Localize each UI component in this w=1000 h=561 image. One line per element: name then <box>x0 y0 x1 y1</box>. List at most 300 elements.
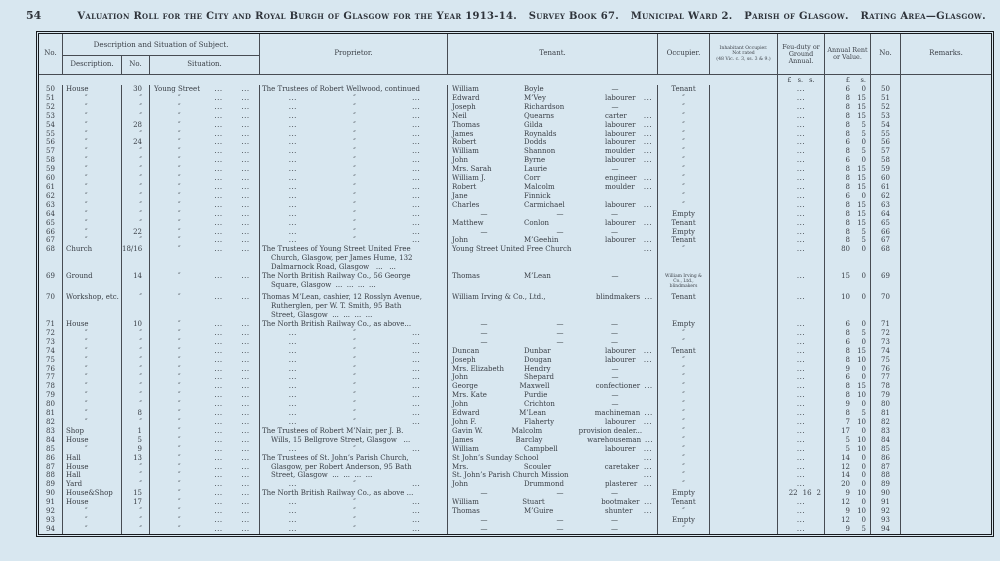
cell-description: ″ <box>63 112 122 121</box>
cell-house-number: ″ <box>122 480 150 489</box>
cell-remarks <box>901 130 991 139</box>
cell-row-number-left: 51 <box>39 94 63 103</box>
leader-dots: ... <box>214 524 223 533</box>
cell-inhabitant-occupier <box>710 192 778 201</box>
cell-remarks <box>901 480 991 489</box>
situation-text: ″ <box>178 524 181 533</box>
cell-description: ″ <box>63 329 122 338</box>
cell-row-number-right: 84 <box>871 436 901 445</box>
rent-pounds: 8 <box>845 200 850 209</box>
leader-dots: ... <box>241 165 250 174</box>
cell-tenant <box>448 463 658 472</box>
tenant-occupation: labourer <box>605 129 636 138</box>
tenant-dots: ... <box>643 444 653 453</box>
cell-situation <box>150 347 260 356</box>
cell-situation <box>150 174 260 183</box>
cell-feu-duty <box>778 400 825 409</box>
cell-occupier: Empty <box>658 489 710 498</box>
cell-tenant <box>448 147 658 156</box>
tenant-surname: Scouler <box>523 462 552 471</box>
proprietor-line: Church, Glasgow, per James Hume, 132 <box>271 254 413 263</box>
tenant-dash: — <box>611 227 618 236</box>
cell-situation <box>150 192 260 201</box>
cell-situation <box>150 121 260 130</box>
proprietor-ditto-row <box>262 400 447 409</box>
ditto-mark: ″ <box>353 328 356 337</box>
leader-dots: ... <box>288 480 297 489</box>
cell-proprietor <box>260 94 448 103</box>
cell-proprietor <box>260 525 448 534</box>
cell-remarks <box>901 121 991 130</box>
leader-dots: ... <box>288 227 297 236</box>
situation-text: ″ <box>178 515 181 524</box>
tenant-name: St. John’s Parish Church Mission <box>452 471 569 480</box>
cell-description: ″ <box>63 219 122 228</box>
cell-remarks <box>901 471 991 480</box>
leader-dots: ... <box>241 524 250 533</box>
cell-feu-duty <box>778 112 825 121</box>
header-proprietor: Proprietor. <box>260 34 448 74</box>
proprietor-ditto-row <box>262 147 447 156</box>
cell-row-number-right: 86 <box>871 454 901 463</box>
situation-text: Young Street <box>154 85 201 93</box>
cell-remarks <box>901 338 991 347</box>
tenant-surname: Dougan <box>524 355 552 364</box>
tenant-surname: Dunbar <box>524 346 551 355</box>
rent-shillings: 5 <box>861 227 866 236</box>
rent-pounds: 12 <box>841 462 850 471</box>
cell-situation <box>150 156 260 165</box>
rent-pounds: 9 <box>845 507 850 516</box>
feu-dots: ... <box>796 85 806 93</box>
proprietor-ditto-row <box>262 192 447 201</box>
cell-inhabitant-occupier <box>710 219 778 228</box>
tenant-occupation: — <box>611 165 619 174</box>
cell-house-number: ″ <box>122 293 150 320</box>
tenant-first-name: John F. <box>452 418 477 426</box>
cell-house-number: ″ <box>122 156 150 165</box>
leader-dots: ... <box>214 293 223 302</box>
cell-feu-duty <box>778 245 825 272</box>
units-rent-pound: £ <box>845 76 850 84</box>
feu-dots: ... <box>796 364 806 373</box>
cell-remarks <box>901 112 991 121</box>
tenant-dots: ... <box>643 218 653 227</box>
cell-occupier: ″ <box>658 463 710 472</box>
tenant-surname: M’Geehin <box>524 236 559 245</box>
cell-inhabitant-occupier <box>710 293 778 320</box>
cell-row-number-right: 64 <box>871 210 901 219</box>
tenant-dash: — <box>480 524 488 533</box>
leader-dots: ... <box>214 444 223 453</box>
cell-situation <box>150 463 260 472</box>
leader-dots: ... <box>214 236 223 245</box>
cell-annual-rent <box>825 365 871 374</box>
cell-row-number-left: 85 <box>39 445 63 454</box>
cell-annual-rent <box>825 382 871 391</box>
tenant-first-name: William <box>452 147 479 156</box>
cell-row-number-right: 91 <box>871 498 901 507</box>
leader-dots: ... <box>241 355 250 364</box>
rent-shillings: 0 <box>861 498 866 507</box>
rent-shillings: 0 <box>861 337 866 346</box>
rent-shillings: 10 <box>857 489 866 498</box>
rent-pounds: 6 <box>845 191 850 200</box>
leader-dots: ... <box>241 293 250 302</box>
tenant-first-name: Thomas <box>452 507 480 516</box>
cell-row-number-left: 83 <box>39 427 63 436</box>
cell-feu-duty <box>778 228 825 237</box>
tenant-occupation: machineman <box>594 409 641 418</box>
cell-row-number-left: 93 <box>39 516 63 525</box>
table-row <box>39 329 991 338</box>
table-row <box>39 391 991 400</box>
rent-pounds: 12 <box>841 498 850 507</box>
rent-pounds: 6 <box>845 320 850 329</box>
cell-annual-rent <box>825 400 871 409</box>
proprietor-ditto-row <box>262 228 447 237</box>
cell-inhabitant-occupier <box>710 228 778 237</box>
rent-shillings: 10 <box>857 418 866 426</box>
leader-dots: ... <box>288 328 297 337</box>
cell-proprietor <box>260 272 448 293</box>
rent-pounds: 6 <box>845 85 850 93</box>
cell-situation <box>150 525 260 534</box>
proprietor-ditto-row <box>262 409 447 418</box>
cell-situation <box>150 245 260 272</box>
cell-description: ″ <box>63 156 122 165</box>
cell-row-number-left: 66 <box>39 228 63 237</box>
cell-inhabitant-occupier <box>710 525 778 534</box>
tenant-dots: ... <box>644 409 653 418</box>
cell-house-number: 5 <box>122 436 150 445</box>
tenant-dash: — <box>611 524 618 533</box>
cell-feu-duty <box>778 121 825 130</box>
cell-house-number: 22 <box>122 228 150 237</box>
cell-annual-rent <box>825 480 871 489</box>
ditto-mark: ″ <box>353 138 356 147</box>
feu-dots: ... <box>796 400 806 409</box>
header-tenant: Tenant. <box>448 34 658 74</box>
cell-situation <box>150 391 260 400</box>
cell-situation <box>150 445 260 454</box>
cell-feu-duty <box>778 272 825 293</box>
cell-row-number-right: 70 <box>871 293 901 320</box>
page-title <box>77 11 986 22</box>
table-row <box>39 165 991 174</box>
tenant-first-name: Jane <box>452 191 468 200</box>
table-row <box>39 121 991 130</box>
tenant-surname: Shepard <box>524 373 554 382</box>
cell-tenant <box>448 356 658 365</box>
cell-situation <box>150 272 260 293</box>
situation-text: ″ <box>178 129 181 138</box>
cell-feu-duty <box>778 391 825 400</box>
units-rent <box>825 75 871 85</box>
table-row <box>39 400 991 409</box>
leader-dots: ... <box>214 355 223 364</box>
tenant-dots: ... <box>643 480 653 489</box>
cell-row-number-right: 83 <box>871 427 901 436</box>
leader-dots: ... <box>288 147 297 156</box>
cell-occupier: Tenant <box>658 219 710 228</box>
cell-occupier: ″ <box>658 471 710 480</box>
cell-row-number-left: 50 <box>39 85 63 94</box>
proprietor-ditto-row <box>262 236 447 245</box>
cell-occupier: ″ <box>658 103 710 112</box>
cell-tenant <box>448 329 658 338</box>
cell-remarks <box>901 147 991 156</box>
table-row <box>39 130 991 139</box>
cell-tenant <box>448 391 658 400</box>
cell-description: ″ <box>63 236 122 245</box>
cell-occupier: ″ <box>658 436 710 445</box>
rent-shillings: 0 <box>861 471 866 480</box>
cell-tenant <box>448 400 658 409</box>
cell-inhabitant-occupier <box>710 400 778 409</box>
leader-dots: ... <box>288 200 297 209</box>
tenant-surname: M’Guire <box>524 507 554 516</box>
rent-shillings: 0 <box>861 453 866 462</box>
cell-remarks <box>901 236 991 245</box>
cell-house-number: ″ <box>122 210 150 219</box>
table-row <box>39 480 991 489</box>
leader-dots: ... <box>288 182 297 191</box>
occupier-small-line: blindmakers <box>669 284 698 290</box>
situation-text: ″ <box>178 453 181 462</box>
cell-proprietor <box>260 236 448 245</box>
cell-tenant <box>448 201 658 210</box>
cell-occupier: ″ <box>658 174 710 183</box>
table-row <box>39 445 991 454</box>
rent-pounds: 8 <box>845 346 850 355</box>
cell-row-number-left: 60 <box>39 174 63 183</box>
cell-row-number-left: 72 <box>39 329 63 338</box>
rent-pounds: 9 <box>845 364 850 373</box>
tenant-occupation: labourer <box>605 200 636 209</box>
rent-pounds: 6 <box>845 138 850 147</box>
tenant-dots: ... <box>644 382 653 391</box>
tenant-first-name: Duncan <box>452 346 480 355</box>
cell-annual-rent <box>825 516 871 525</box>
cell-remarks <box>901 329 991 338</box>
tenant-first-name: James <box>452 435 474 444</box>
tenant-first-name: Joseph <box>452 102 476 111</box>
cell-situation <box>150 85 260 94</box>
cell-annual-rent <box>825 525 871 534</box>
tenant-dots: ... <box>643 93 653 102</box>
header-feu-duty: Feu-duty or Ground Annual. <box>778 34 825 74</box>
cell-proprietor <box>260 174 448 183</box>
rent-shillings: 15 <box>857 93 866 102</box>
cell-house-number: ″ <box>122 356 150 365</box>
tenant-dash: — <box>480 337 488 346</box>
tenant-dots: ... <box>644 435 654 444</box>
cell-situation <box>150 201 260 210</box>
tenant-first-name: Neil <box>452 111 467 120</box>
leader-dots: ... <box>241 418 250 426</box>
leader-dots: ... <box>241 373 250 382</box>
cell-description: House <box>63 436 122 445</box>
cell-annual-rent <box>825 192 871 201</box>
cell-description: ″ <box>63 138 122 147</box>
cell-row-number-left: 92 <box>39 507 63 516</box>
cell-row-number-left: 78 <box>39 382 63 391</box>
cell-annual-rent <box>825 236 871 245</box>
cell-description: House <box>63 85 122 94</box>
rent-shillings: 15 <box>857 218 866 227</box>
cell-feu-duty <box>778 498 825 507</box>
cell-row-number-left: 81 <box>39 409 63 418</box>
cell-tenant <box>448 373 658 382</box>
cell-house-number: ″ <box>122 471 150 480</box>
rent-shillings: 0 <box>861 245 866 254</box>
header-inhabitant-line1: Inhabitant Occupier. <box>719 46 768 52</box>
cell-description: Hall <box>63 471 122 480</box>
cell-row-number-left: 75 <box>39 356 63 365</box>
rent-shillings: 0 <box>861 156 866 165</box>
tenant-dash: — <box>556 227 564 236</box>
cell-annual-rent <box>825 445 871 454</box>
cell-row-number-right: 50 <box>871 85 901 94</box>
cell-row-number-right: 71 <box>871 320 901 329</box>
cell-row-number-right: 82 <box>871 418 901 427</box>
ditto-mark: ″ <box>353 337 356 346</box>
table-row <box>39 373 991 382</box>
ditto-mark: ″ <box>353 102 356 111</box>
cell-inhabitant-occupier <box>710 320 778 329</box>
cell-feu-duty <box>778 236 825 245</box>
leader-dots: ... <box>214 498 223 507</box>
cell-description: ″ <box>63 409 122 418</box>
tenant-surname: Richardson <box>524 102 565 111</box>
table-row <box>39 94 991 103</box>
cell-tenant <box>448 320 658 329</box>
cell-proprietor <box>260 245 448 272</box>
cell-house-number: ″ <box>122 94 150 103</box>
cell-house-number: ″ <box>122 365 150 374</box>
feu-dots: ... <box>796 480 806 489</box>
tenant-first-name: Mrs. Elizabeth <box>452 364 504 373</box>
situation-text: ″ <box>178 93 181 102</box>
cell-annual-rent <box>825 228 871 237</box>
cell-occupier: ″ <box>658 400 710 409</box>
cell-annual-rent <box>825 245 871 272</box>
rent-pounds: 8 <box>845 236 850 245</box>
cell-remarks <box>901 498 991 507</box>
ditto-mark: ″ <box>353 498 356 507</box>
tenant-first-name: Joseph <box>452 355 476 364</box>
proprietor-ditto-row <box>262 507 447 516</box>
tenant-occupation: labourer <box>605 418 636 426</box>
cell-feu-duty <box>778 147 825 156</box>
cell-annual-rent <box>825 147 871 156</box>
cell-feu-duty <box>778 338 825 347</box>
tenant-dots: ... <box>643 507 653 516</box>
leader-dots: ... <box>288 355 297 364</box>
cell-house-number: ″ <box>122 391 150 400</box>
cell-proprietor <box>260 409 448 418</box>
ditto-mark: ″ <box>353 355 356 364</box>
ditto-mark: ″ <box>353 227 356 236</box>
cell-row-number-right: 93 <box>871 516 901 525</box>
tenant-dots: ... <box>643 200 653 209</box>
cell-remarks <box>901 391 991 400</box>
feu-dots: ... <box>796 524 806 533</box>
cell-feu-duty <box>778 320 825 329</box>
cell-row-number-left: 68 <box>39 245 63 272</box>
cell-house-number: ″ <box>122 347 150 356</box>
leader-dots: ... <box>214 138 223 147</box>
tenant-first-name: Gavin W. <box>452 426 483 435</box>
tenant-surname: M’Lean <box>519 409 547 418</box>
cell-inhabitant-occupier <box>710 454 778 463</box>
cell-proprietor <box>260 498 448 507</box>
cell-inhabitant-occupier <box>710 489 778 498</box>
cell-situation <box>150 471 260 480</box>
situation-text: ″ <box>178 209 181 218</box>
situation-text: ″ <box>178 462 181 471</box>
cell-annual-rent <box>825 210 871 219</box>
cell-row-number-left: 71 <box>39 320 63 329</box>
header-house-no: No. <box>122 56 150 74</box>
leader-dots: ... <box>412 138 421 147</box>
feu-dots: ... <box>796 191 806 200</box>
cell-tenant <box>448 272 658 293</box>
leader-dots: ... <box>412 355 421 364</box>
cell-situation <box>150 409 260 418</box>
rent-shillings: 5 <box>861 147 866 156</box>
leader-dots: ... <box>214 272 223 281</box>
leader-dots: ... <box>241 227 250 236</box>
rent-shillings: 0 <box>861 373 866 382</box>
table-row <box>39 409 991 418</box>
rent-pounds: 6 <box>845 156 850 165</box>
cell-situation <box>150 210 260 219</box>
rent-shillings: 5 <box>861 409 866 418</box>
proprietor-ditto-row <box>262 516 447 525</box>
ditto-mark: ″ <box>353 507 356 516</box>
tenant-dots: ... <box>643 236 653 245</box>
cell-feu-duty <box>778 85 825 94</box>
units-feu <box>778 75 825 85</box>
cell-remarks <box>901 427 991 436</box>
feu-dots: ... <box>796 426 806 435</box>
cell-situation <box>150 165 260 174</box>
tenant-occupation: caretaker <box>604 462 640 471</box>
cell-remarks <box>901 409 991 418</box>
leader-dots: ... <box>214 382 223 391</box>
ditto-mark: ″ <box>353 400 356 409</box>
leader-dots: ... <box>241 147 250 156</box>
cell-inhabitant-occupier <box>710 409 778 418</box>
cell-feu-duty <box>778 373 825 382</box>
cell-feu-duty <box>778 516 825 525</box>
cell-situation <box>150 103 260 112</box>
situation-text: ″ <box>178 200 181 209</box>
tenant-dots: ... <box>643 156 653 165</box>
rent-pounds: 8 <box>845 209 850 218</box>
cell-occupier: ″ <box>658 201 710 210</box>
cell-situation <box>150 293 260 320</box>
cell-remarks <box>901 489 991 498</box>
table-row <box>39 365 991 374</box>
tenant-occupation: — <box>611 364 619 373</box>
cell-description: Church <box>63 245 122 272</box>
cell-annual-rent <box>825 418 871 427</box>
cell-occupier: Tenant <box>658 293 710 320</box>
proprietor-ditto-row <box>262 130 447 139</box>
